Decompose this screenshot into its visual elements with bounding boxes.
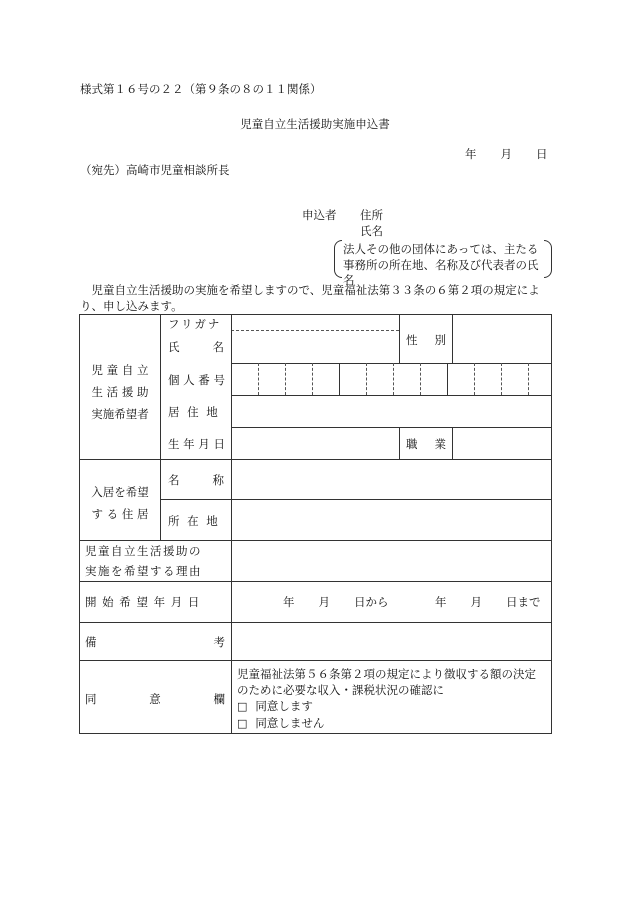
consent-text-line1: 児童福祉法第５６条第２項の規定により徴収する額の決定 [237,667,536,681]
occupation-label-2: 業 [434,437,446,451]
applicant-name-label: 氏名 [360,224,383,238]
reason-label [85,541,202,581]
consent-body [237,666,536,732]
start-date-label: 開 始 希 望 年 月 日 [85,595,201,609]
remarks-2: 考 [213,635,225,649]
sex-label [406,332,446,348]
name-label-1: 氏 [168,340,180,354]
consent-label [85,691,225,707]
date-day: 日 [536,147,548,161]
application-form-table [79,314,552,734]
occupation-label-1: 職 [406,437,418,451]
intro-text: 児童自立生活援助の実施を希望しますので、児童福祉法第３３条の６第２項の規定により、申し込みます。 [80,283,540,313]
residence-label: 居 住 地 [168,405,220,419]
date-month: 月 [500,147,512,161]
start-to-month: 月 [470,595,482,609]
consent-1: 同 [85,692,97,706]
birthdate-label: 生 年 月 日 [168,437,225,451]
name-label [168,339,224,355]
name-label-2: 名 [212,340,224,354]
section-housing-line1: 入居を希望 [91,485,149,499]
section-child-line3: 実施希望者 [91,407,149,421]
remarks-label [85,634,225,650]
corporation-note [334,240,552,287]
housing-name-1: 名 [168,473,180,487]
start-from [283,594,389,610]
consent-no-checkbox[interactable]: □ [237,717,248,730]
reason-line1: 児童自立生活援助の [85,544,202,558]
section-housing-line2: す る 住 居 [91,507,149,521]
furigana-label: フリガナ [168,317,222,331]
consent-text-line2: のために必要な収入・課税状況の確認に [237,683,444,697]
consent-no-label: 同意しません [255,716,325,730]
sex-label-2: 別 [434,333,446,347]
start-from-day: 日から [354,595,389,609]
section-child-line1: 児 童 自 立 [91,363,149,377]
sex-label-1: 性 [406,333,418,347]
consent-yes-option[interactable] [237,698,536,715]
applicant-label: 申込者 [302,208,337,222]
reason-line2: 実施を希望する理由 [85,564,202,578]
section-child-line2: 生 活 援 助 [91,385,149,399]
consent-yes-label: 同意します [255,699,313,713]
document-title: 児童自立生活援助実施申込書 [240,117,390,131]
applicant-address-label: 住所 [360,208,383,222]
form-number: 様式第１６号の２２（第９条の８の１１関係） [80,82,322,96]
consent-no-option[interactable] [237,715,536,732]
start-to-year: 年 [435,595,447,609]
occupation-label [406,436,446,452]
corporation-note-text: 法人その他の団体にあっては、主たる事務所の所在地、名称及び代表者の氏名 [343,242,539,287]
consent-2: 意 [149,692,161,706]
housing-name-2: 称 [212,473,224,487]
start-from-year: 年 [283,595,295,609]
section-child-label [86,359,154,425]
remarks-1: 備 [85,635,97,649]
date-year: 年 [465,147,477,161]
addressee: （宛先）高崎市児童相談所長 [80,163,230,177]
date-line [465,146,548,162]
housing-name-label [168,472,224,488]
consent-3: 欄 [213,692,225,706]
section-housing-label [86,481,154,525]
start-to-day: 日まで [506,595,541,609]
consent-yes-checkbox[interactable]: □ [237,700,248,713]
start-to [435,594,541,610]
housing-location-label: 所 在 地 [168,514,220,528]
start-from-month: 月 [318,595,330,609]
my-number-label: 個 人 番 号 [168,373,225,387]
